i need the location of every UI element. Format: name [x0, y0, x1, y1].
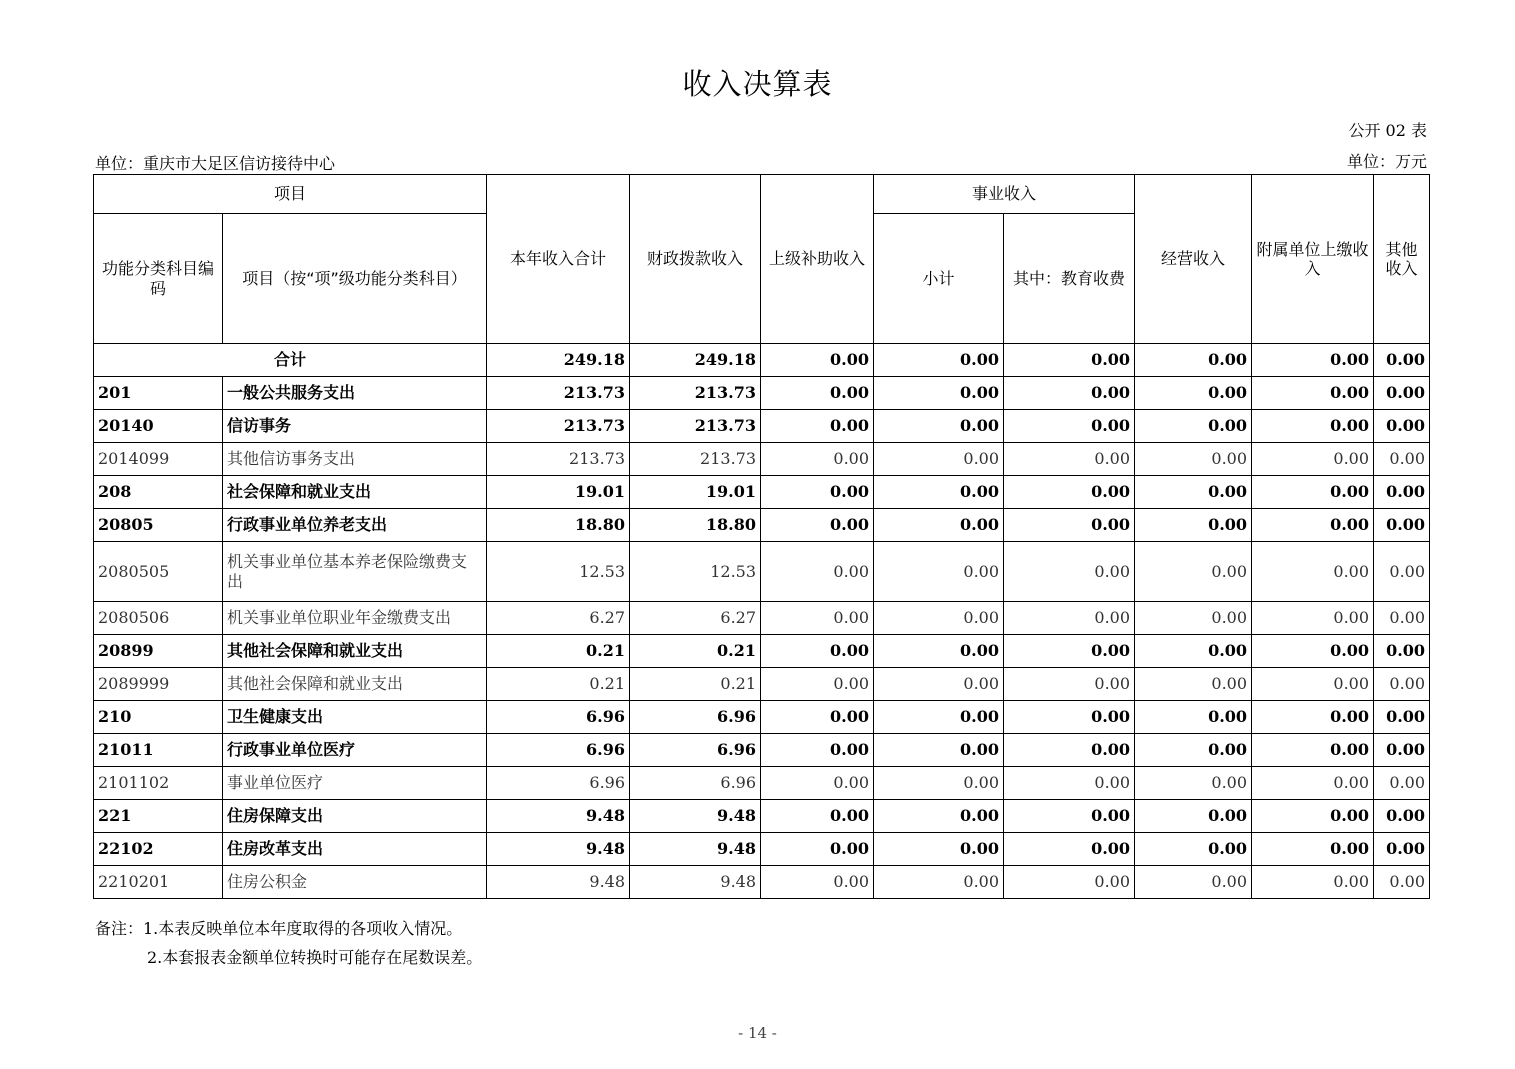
- cell-value: 0.00: [1252, 734, 1374, 767]
- cell-value: 0.00: [1004, 542, 1135, 602]
- cell-value: 0.00: [761, 800, 874, 833]
- row-code: 21011: [94, 734, 223, 767]
- cell-value: 0.00: [874, 767, 1004, 800]
- row-name: 住房保障支出: [223, 800, 487, 833]
- table-row: [94, 410, 1430, 443]
- cell-value: 0.00: [1374, 734, 1430, 767]
- cell-value: 0.00: [1135, 866, 1252, 899]
- header-edu: 其中：教育收费: [1004, 214, 1135, 344]
- cell-value: 0.00: [1135, 602, 1252, 635]
- row-code: 2210201: [94, 866, 223, 899]
- cell-value: 0.00: [761, 668, 874, 701]
- row-name: 住房改革支出: [223, 833, 487, 866]
- cell-value: 0.21: [487, 668, 630, 701]
- income-table: [93, 174, 1430, 899]
- row-name: 合计: [94, 344, 487, 377]
- cell-value: 0.00: [761, 701, 874, 734]
- cell-value: 6.27: [630, 602, 761, 635]
- cell-value: 0.00: [1004, 734, 1135, 767]
- note-1: 备注：1.本表反映单位本年度取得的各项收入情况。: [95, 919, 463, 938]
- cell-value: 0.00: [761, 602, 874, 635]
- row-name: 机关事业单位职业年金缴费支出: [223, 602, 487, 635]
- row-name: 信访事务: [223, 410, 487, 443]
- cell-value: 0.00: [1135, 767, 1252, 800]
- cell-value: 0.00: [1252, 476, 1374, 509]
- cell-value: 0.00: [1252, 833, 1374, 866]
- cell-value: 213.73: [630, 410, 761, 443]
- table-row: [94, 668, 1430, 701]
- table-row: [94, 542, 1430, 602]
- header-total: 本年收入合计: [487, 175, 630, 344]
- cell-value: 0.00: [1252, 509, 1374, 542]
- header-subtotal: 小计: [874, 214, 1004, 344]
- cell-value: 6.96: [487, 734, 630, 767]
- cell-value: 0.00: [1004, 443, 1135, 476]
- cell-value: 6.27: [487, 602, 630, 635]
- row-name: 机关事业单位基本养老保险缴费支出: [223, 542, 487, 602]
- row-code: 20140: [94, 410, 223, 443]
- page-title: 收入决算表: [682, 67, 833, 101]
- header-fiscal: 财政拨款收入: [630, 175, 761, 344]
- cell-value: 0.00: [761, 443, 874, 476]
- row-code: 221: [94, 800, 223, 833]
- table-row: [94, 443, 1430, 476]
- cell-value: 0.00: [1374, 410, 1430, 443]
- cell-value: 6.96: [487, 767, 630, 800]
- cell-value: 0.00: [761, 344, 874, 377]
- row-code: 2101102: [94, 767, 223, 800]
- cell-value: 0.00: [1252, 344, 1374, 377]
- table-row: [94, 800, 1430, 833]
- cell-value: 0.00: [761, 410, 874, 443]
- row-code: 201: [94, 377, 223, 410]
- cell-value: 0.00: [874, 377, 1004, 410]
- cell-value: 9.48: [487, 866, 630, 899]
- cell-value: 0.00: [874, 344, 1004, 377]
- cell-value: 0.00: [761, 542, 874, 602]
- cell-value: 0.00: [1135, 833, 1252, 866]
- cell-value: 0.00: [761, 476, 874, 509]
- cell-value: 6.96: [630, 734, 761, 767]
- cell-value: 0.00: [1252, 602, 1374, 635]
- cell-value: 0.00: [1374, 344, 1430, 377]
- header-affiliated: 附属单位上缴收入: [1252, 175, 1374, 344]
- cell-value: 0.00: [1252, 410, 1374, 443]
- row-code: 2014099: [94, 443, 223, 476]
- cell-value: 0.00: [1252, 443, 1374, 476]
- cell-value: 0.00: [1374, 866, 1430, 899]
- row-name: 其他信访事务支出: [223, 443, 487, 476]
- cell-value: 0.00: [1004, 833, 1135, 866]
- cell-value: 0.21: [630, 668, 761, 701]
- header-operating: 经营收入: [1135, 175, 1252, 344]
- cell-value: 12.53: [630, 542, 761, 602]
- unit-currency: 单位：万元: [1346, 152, 1427, 171]
- cell-value: 0.00: [874, 635, 1004, 668]
- cell-value: 0.00: [1004, 509, 1135, 542]
- cell-value: 0.00: [1135, 734, 1252, 767]
- cell-value: 0.00: [1252, 800, 1374, 833]
- cell-value: 9.48: [630, 866, 761, 899]
- cell-value: 0.00: [1135, 668, 1252, 701]
- table-row: [94, 602, 1430, 635]
- table-row: [94, 701, 1430, 734]
- header-career: 事业收入: [874, 175, 1135, 214]
- cell-value: 0.00: [1004, 767, 1135, 800]
- cell-value: 0.00: [1004, 476, 1135, 509]
- row-code: 2089999: [94, 668, 223, 701]
- cell-value: 0.00: [874, 833, 1004, 866]
- cell-value: 0.00: [1374, 701, 1430, 734]
- row-code: 22102: [94, 833, 223, 866]
- table-row: [94, 833, 1430, 866]
- table-row: [94, 767, 1430, 800]
- cell-value: 6.96: [487, 701, 630, 734]
- cell-value: 0.00: [1252, 635, 1374, 668]
- cell-value: 9.48: [630, 833, 761, 866]
- cell-value: 0.00: [1374, 509, 1430, 542]
- header-superior: 上级补助收入: [761, 175, 874, 344]
- cell-value: 0.00: [1004, 602, 1135, 635]
- cell-value: 0.00: [761, 635, 874, 668]
- page-number: - 14 -: [738, 1024, 777, 1042]
- row-name: 行政事业单位养老支出: [223, 509, 487, 542]
- cell-value: 0.00: [1374, 542, 1430, 602]
- cell-value: 19.01: [487, 476, 630, 509]
- table-row: [94, 866, 1430, 899]
- cell-value: 0.00: [761, 833, 874, 866]
- cell-value: 0.00: [1374, 377, 1430, 410]
- row-code: 210: [94, 701, 223, 734]
- cell-value: 0.00: [1135, 635, 1252, 668]
- table-row: [94, 377, 1430, 410]
- row-name: 行政事业单位医疗: [223, 734, 487, 767]
- cell-value: 213.73: [487, 377, 630, 410]
- cell-value: 0.00: [1252, 866, 1374, 899]
- cell-value: 12.53: [487, 542, 630, 602]
- cell-value: 0.00: [1004, 410, 1135, 443]
- table-row: [94, 635, 1430, 668]
- cell-value: 0.00: [1374, 767, 1430, 800]
- cell-value: 0.00: [1374, 476, 1430, 509]
- table-body: [94, 344, 1430, 899]
- cell-value: 0.00: [1135, 377, 1252, 410]
- cell-value: 18.80: [630, 509, 761, 542]
- cell-value: 9.48: [487, 800, 630, 833]
- cell-value: 9.48: [630, 800, 761, 833]
- table-row-total: [94, 344, 1430, 377]
- cell-value: 213.73: [487, 410, 630, 443]
- row-code: 20805: [94, 509, 223, 542]
- row-code: 2080506: [94, 602, 223, 635]
- cell-value: 0.00: [1004, 377, 1135, 410]
- cell-value: 0.00: [761, 377, 874, 410]
- cell-value: 0.21: [630, 635, 761, 668]
- row-name: 事业单位医疗: [223, 767, 487, 800]
- cell-value: 0.00: [1252, 377, 1374, 410]
- cell-value: 18.80: [487, 509, 630, 542]
- cell-value: 0.00: [1374, 635, 1430, 668]
- header-project: 项目: [94, 175, 487, 214]
- cell-value: 0.00: [1004, 668, 1135, 701]
- cell-value: 0.00: [874, 509, 1004, 542]
- cell-value: 0.00: [1135, 701, 1252, 734]
- cell-value: 0.00: [1004, 701, 1135, 734]
- cell-value: 213.73: [630, 377, 761, 410]
- cell-value: 0.00: [874, 542, 1004, 602]
- cell-value: 0.00: [1374, 833, 1430, 866]
- cell-value: 0.00: [874, 410, 1004, 443]
- cell-value: 6.96: [630, 767, 761, 800]
- header-name: 项目（按“项”级功能分类科目）: [223, 214, 487, 344]
- cell-value: 0.00: [1252, 542, 1374, 602]
- cell-value: 0.00: [1374, 800, 1430, 833]
- row-name: 其他社会保障和就业支出: [223, 668, 487, 701]
- cell-value: 0.00: [761, 509, 874, 542]
- cell-value: 0.00: [1374, 668, 1430, 701]
- cell-value: 0.00: [1252, 668, 1374, 701]
- note-2: 2.本套报表金额单位转换时可能存在尾数误差。: [147, 948, 483, 967]
- cell-value: 6.96: [630, 701, 761, 734]
- row-code: 2080505: [94, 542, 223, 602]
- table-row: [94, 734, 1430, 767]
- cell-value: 0.00: [1135, 800, 1252, 833]
- header-other: 其他收入: [1374, 175, 1430, 344]
- cell-value: 0.00: [1374, 443, 1430, 476]
- cell-value: 0.00: [1135, 410, 1252, 443]
- cell-value: 0.00: [1004, 635, 1135, 668]
- cell-value: 0.00: [1374, 602, 1430, 635]
- cell-value: 0.00: [874, 443, 1004, 476]
- cell-value: 0.00: [1135, 542, 1252, 602]
- row-name: 卫生健康支出: [223, 701, 487, 734]
- cell-value: 0.00: [1135, 476, 1252, 509]
- cell-value: 0.00: [874, 602, 1004, 635]
- cell-value: 0.00: [1135, 344, 1252, 377]
- cell-value: 0.00: [1004, 800, 1135, 833]
- cell-value: 213.73: [630, 443, 761, 476]
- cell-value: 0.00: [1135, 509, 1252, 542]
- cell-value: 0.00: [761, 734, 874, 767]
- cell-value: 0.00: [761, 767, 874, 800]
- cell-value: 19.01: [630, 476, 761, 509]
- header-code: 功能分类科目编码: [94, 214, 223, 344]
- table-number: 公开 02 表: [1348, 121, 1427, 140]
- cell-value: 0.00: [874, 476, 1004, 509]
- unit-organization: 单位：重庆市大足区信访接待中心: [95, 154, 336, 173]
- row-name: 社会保障和就业支出: [223, 476, 487, 509]
- cell-value: 9.48: [487, 833, 630, 866]
- row-code: 20899: [94, 635, 223, 668]
- cell-value: 0.00: [874, 734, 1004, 767]
- cell-value: 0.00: [874, 668, 1004, 701]
- row-name: 其他社会保障和就业支出: [223, 635, 487, 668]
- cell-value: 0.00: [1252, 701, 1374, 734]
- cell-value: 0.21: [487, 635, 630, 668]
- cell-value: 249.18: [487, 344, 630, 377]
- cell-value: 0.00: [1004, 344, 1135, 377]
- cell-value: 249.18: [630, 344, 761, 377]
- notes: [95, 914, 482, 972]
- cell-value: 213.73: [487, 443, 630, 476]
- cell-value: 0.00: [1252, 767, 1374, 800]
- row-name: 住房公积金: [223, 866, 487, 899]
- cell-value: 0.00: [761, 866, 874, 899]
- table-row: [94, 509, 1430, 542]
- table-row: [94, 476, 1430, 509]
- cell-value: 0.00: [1004, 866, 1135, 899]
- row-name: 一般公共服务支出: [223, 377, 487, 410]
- cell-value: 0.00: [1135, 443, 1252, 476]
- row-code: 208: [94, 476, 223, 509]
- cell-value: 0.00: [874, 866, 1004, 899]
- cell-value: 0.00: [874, 701, 1004, 734]
- cell-value: 0.00: [874, 800, 1004, 833]
